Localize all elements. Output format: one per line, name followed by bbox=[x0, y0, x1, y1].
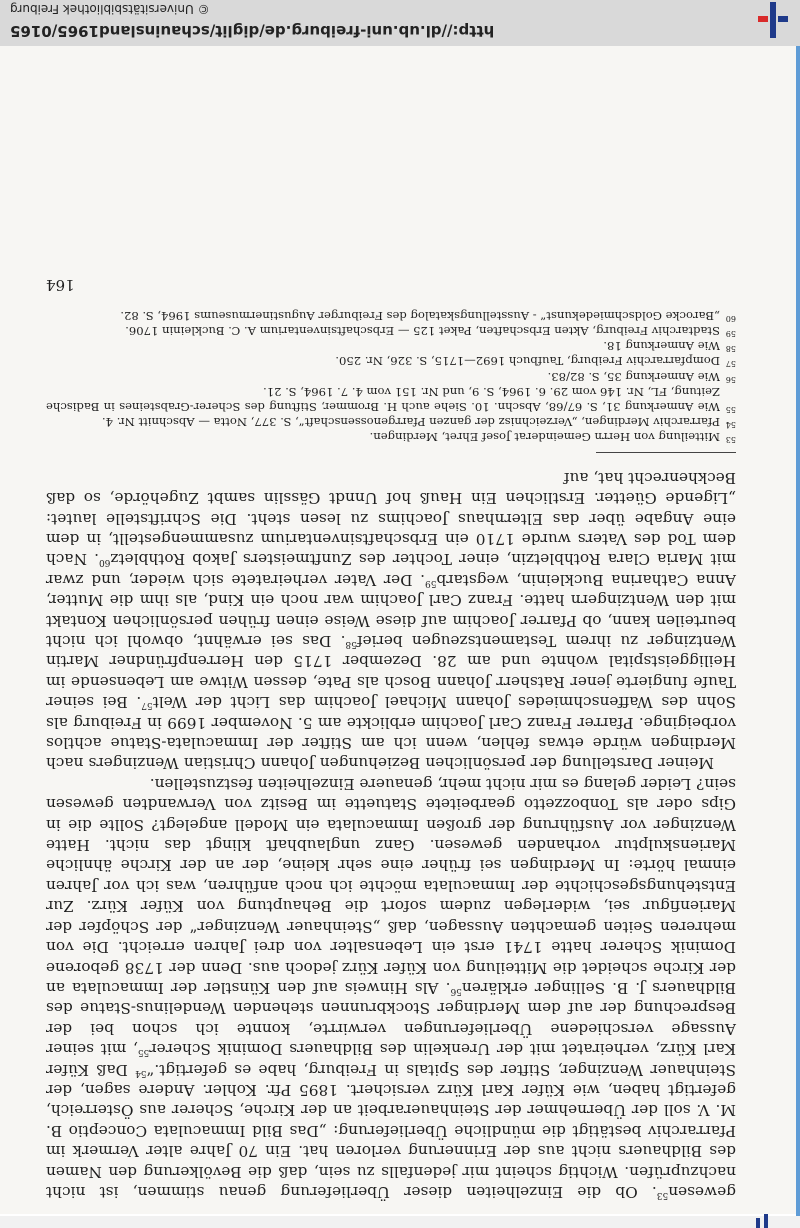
body-text bbox=[46, 467, 736, 1202]
footnote: 59 Stadtarchiv Freiburg, Akten Erbschaften, Paket 125 — Erbschaftsinventarium A. C. Buckleinin 1706. bbox=[125, 323, 736, 338]
footnote: 53 Mitteilung von Herrn Gemeinderat Josef Ehret, Merdingen. bbox=[369, 430, 736, 445]
footnote: 58 Wie Anmerkung 18. bbox=[603, 339, 736, 354]
footnote: 57 Dompfarrarchiv Freiburg, Taufbuch 1692—1715, S. 326, Nr. 250. bbox=[335, 354, 736, 369]
page-number: 164 bbox=[46, 275, 75, 294]
footnote-rule bbox=[596, 452, 736, 453]
footnote: 60 „Barocke Goldschmiedekunst“ - Ausstellungskatalog des Freiburger Augustinermuseums 1964, S. 82. bbox=[120, 308, 736, 323]
copyright-credit: © Universitätsbibliothek Freiburg bbox=[10, 2, 210, 16]
paragraph-1: gewesen$^{53}$. Ob die Einzelheiten dieser Überlieferung genau stimmen, ist nicht nachzuprüfen. Wichtig scheint mir jedenfalls zu sein, daß die Bevölkerung den Namen des Bildhauers nicht aus der Erinnerung verloren hat. Ein 70 Jahre alter Vermerk im Pfarrarchiv bestätigt die mündliche Überlieferung: „Das Bild Immaculata Conceptio B. M. V. soll der Übernehmer der Steinhauerarbeit an der Kirche, Scherer aus Österreich, gefertigt haben, wie Küfer Karl Kürz versichert. 1895 Pfr. Kohler. Andere sagen, der Steinhauer Wenzinger, Stifter des Spitals in Freiburg, habe es gefertigt.“$^{54}$ Daß Küfer Karl Kürz, verheiratet mit der Urenkelin des Bildhauers Dominik Scherer$^{55}$, mit seiner Aussage verschiedene Überlieferungen verwirrte, konnte ich schon bei der Besprechung der auf dem Merdinger Stockbrunnen stehenden Wendelinus-Statue des Bildhauers J. B. Sellinger erklären$^{56}$. Als Hinweis auf den Künstler der Immaculata an der Kirche scheidet die Mitteilung von Küfer Kürz jedoch aus. Denn der 1738 geborene Dominik Scherer hatte 1741 erst ein Lebensalter von drei Jahren erreicht. Die von mehreren Seiten gemachten Aussagen, daß „Steinhauer Wenzinger“ der Schöpfer der Marienfigur sei, widerlegen zudem sofort die Behauptung von Küfer Kürz. Zur Entstehungsgeschichte der Immaculata möchte ich noch anführen, was ich vor Jahren einmal hörte: In Merdingen sei früher eine sehr kleine, der an der Kirche ähnliche Marienskulptur vorhanden gewesen. Ganz unglaubhaft klingt das nicht. Hatte Wenzinger vor Ausführung der großen Immaculata ein Modell angelegt? Sollte die in Gips oder als Tonbozzetto gearbeitete Statuette im Besitz von Verwandten gewesen sein? Leider gelang es mir nicht mehr, genauere Einzelheiten festzustellen. bbox=[46, 774, 736, 1201]
footnotes bbox=[46, 308, 736, 445]
document-url[interactable]: http://dl.ub.uni-freiburg.de/diglit/schauinsland1965/0165 bbox=[10, 22, 495, 40]
paragraph-2: Meiner Darstellung der persönlichen Beziehungen Johann Christian Wenzingers nach Merdingen würde etwas fehlen, wenn ich am Stifter der Immaculata-Statue achtlos vorbeiginge. Pfarrer Franz Carl Joachim erblickte am 5. November 1699 in Freiburg als Sohn des Waffenschmiedes Johann Michael Joachim das Licht der Welt$^{57}$. Bei seiner Taufe fungierte jener Ratsherr Johann Bosch als Pate, dessen Witwe am Lebensende im Heiliggeistspital wohnte und am 28. Dezember 1715 den Herrenpfründner Martin Wentzinger zu ihrem Testamentszeugen berief$^{58}$. Das sei erwähnt, obwohl ich nicht beurteilen kann, ob Pfarrer Joachim auf diese Weise einen frühen persönlichen Kontakt mit den Wentzingern hatte. Franz Carl Joachim war noch ein Kind, als ihm die Mutter, Anna Catharina Buckleinin, wegstarb$^{59}$. Der Vater verheiratete sich wieder, und zwar mit Maria Clara Rothbletzin, einer Tochter des Zunftmeisters Jakob Rothbletz$^{60}$. Nach dem Tod des Vaters wurde 1710 ein Erbschaftsinventarium zusammengestellt, in dem eine Angabe über das Elternhaus Joachims zu lesen steht. Die Schriftstelle lautet: „Ligende Güetter. Erstlichen Ein Hauß hof Unndt Gässlin sambt Zugehörde, so daß Beckhenrecht hat, auf bbox=[45, 468, 736, 773]
footnote: 56 Wie Anmerkung 35, S. 82/83. bbox=[547, 369, 736, 384]
page-text bbox=[46, 276, 736, 1202]
scroll-track[interactable] bbox=[796, 46, 800, 1228]
ub-logo-fragment-icon bbox=[756, 1214, 774, 1228]
footnote: 55 Wie Anmerkung 31, S. 67/68, Abschn. 10. Siehe auch H. Brommer, Stiftung des Scherer-Grabsteines in Badische Zeitung, FL, Nr. 146 vom 29. 6. 1964, S. 9, und Nr. 151 vom 4. 7. 1964, S. 21. bbox=[46, 384, 736, 414]
ub-freiburg-logo-icon bbox=[752, 2, 792, 38]
viewer-toolbar bbox=[0, 0, 800, 47]
scanned-page bbox=[0, 46, 796, 1214]
bottom-bar bbox=[0, 1216, 800, 1228]
rotated-page-content bbox=[0, 46, 796, 1214]
footnote: 54 Pfarrarchiv Merdingen, „Verzeichnisz der ganzen Pfarrgenossenschaft“, S. 377, Notta — Abschnitt Nr. 4. bbox=[101, 415, 736, 430]
